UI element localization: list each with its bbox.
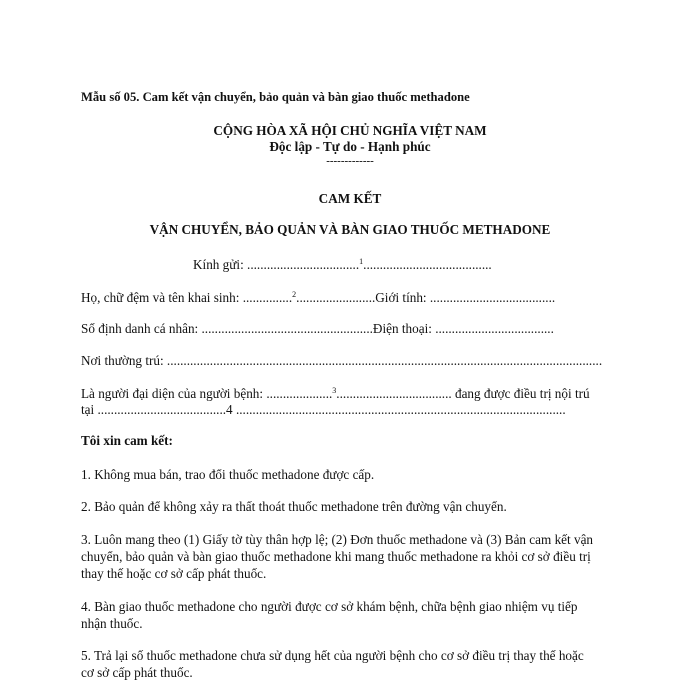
footnote-marker-3: 3	[332, 386, 337, 395]
separator-line: -------------	[326, 155, 374, 167]
commit-item-5-cont: cơ sở cấp phát thuốc.	[81, 665, 193, 680]
commit-item-1: 1. Không mua bán, trao đổi thuốc methadone được cấp.	[81, 467, 375, 482]
field-dinh-danh: Số định danh cá nhân: ....................................................Điện thoại: ....................................	[81, 321, 554, 336]
form-title: Mẫu số 05. Cam kết vận chuyển, bảo quản và bàn giao thuốc methadone	[81, 90, 470, 104]
field-dai-dien	[81, 386, 612, 402]
national-heading: CỘNG HÒA XÃ HỘI CHỦ NGHĨA VIỆT NAM	[213, 123, 487, 138]
kinh-gui-text: Kính gửi: ..................................	[193, 257, 360, 272]
field-kinh-gui	[193, 257, 492, 273]
commit-item-4: 4. Bàn giao thuốc methadone cho người được cơ sở khám bệnh, chữa bệnh giao nhiệm vụ tiếp	[81, 599, 578, 614]
field-noi-thuong-tru: Nơi thường trú: ....................................................................................................................................	[81, 353, 603, 368]
field-dai-dien-line2: tại .......................................4 ....................................................................................................	[81, 402, 566, 417]
dai-dien-text: Là người đại diện của người bệnh: ....................	[81, 386, 333, 401]
commit-item-3-cont: chuyển, bảo quản và bàn giao thuốc methadone khi mang thuốc methadone ra khỏi cơ sở điều trị	[81, 549, 591, 564]
commit-item-4-cont: nhận thuốc.	[81, 616, 143, 631]
footnote-marker-1: 1	[359, 257, 364, 266]
commit-item-5: 5. Trả lại số thuốc methadone chưa sử dụng hết của người bệnh cho cơ sở điều trị thay thế hoặc	[81, 648, 584, 663]
motto: Độc lập - Tự do - Hạnh phúc	[269, 139, 431, 154]
doc-title: CAM KẾT	[318, 191, 382, 206]
ho-ten-text: Họ, chữ đệm và tên khai sinh: ...............	[81, 290, 293, 305]
dai-dien-dots: ................................... đang được điều trị nội trú	[336, 386, 590, 401]
field-ho-ten	[81, 290, 612, 306]
kinh-gui-dots: .......................................	[363, 257, 492, 272]
doc-subtitle: VẬN CHUYỂN, BẢO QUẢN VÀ BÀN GIAO THUỐC METHADONE	[149, 222, 551, 237]
gioi-tinh-text: ........................Giới tính: ......................................	[296, 290, 556, 305]
commit-item-3: 3. Luôn mang theo (1) Giấy tờ tùy thân hợp lệ; (2) Đơn thuốc methadone và (3) Bản cam kết vận	[81, 532, 594, 547]
commit-item-3-cont2: thay thế hoặc cơ sở cấp phát thuốc.	[81, 566, 267, 581]
commit-item-2: 2. Bảo quản để không xảy ra thất thoát thuốc methadone trên đường vận chuyển.	[81, 499, 507, 514]
footnote-marker-2: 2	[292, 290, 297, 299]
commit-heading: Tôi xin cam kết:	[81, 433, 173, 448]
